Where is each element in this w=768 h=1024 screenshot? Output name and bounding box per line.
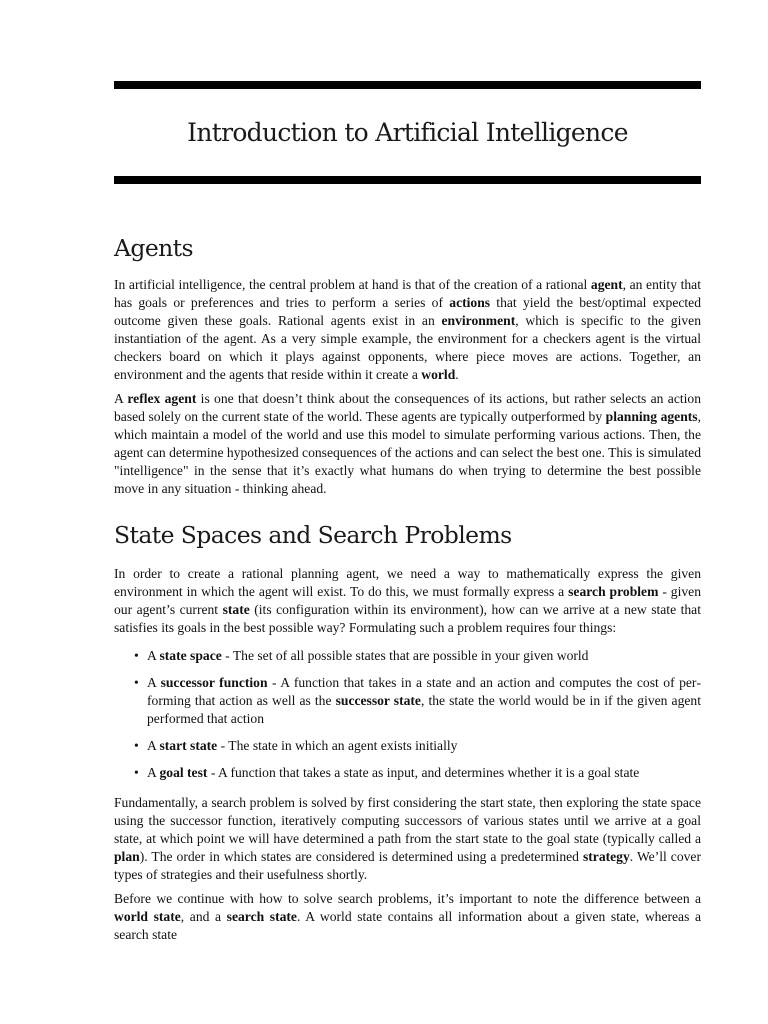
section-heading-state-spaces: State Spaces and Search Problems: [114, 521, 512, 549]
text-run: .: [455, 367, 459, 382]
text-run: , which maintain a model of the world and use this model to simulate performing various actions. Then, the agent can determine hypothesized consequences of the actions and can select the best one. This is simulated "intelligence" in the sense that it’s exactly what humans do when trying to determine the best possible move in any situation - thinking ahead.: [114, 409, 701, 496]
bold-term: strategy: [582, 849, 630, 864]
list-item-state-space: [134, 647, 701, 665]
text-run: - The set of all possible states that are possible in your given world: [221, 648, 589, 663]
bold-term: agent: [590, 277, 623, 292]
text-run: - The state in which an agent exists initially: [217, 738, 458, 753]
bullet-glyph: •: [134, 648, 139, 663]
bold-term: plan: [114, 849, 140, 864]
section-heading-agents: Agents: [114, 234, 193, 262]
text-run: A: [147, 765, 160, 780]
text-run: - A function that takes a state as input, and determines whether it is a goal state: [207, 765, 640, 780]
text-run: In artificial intelligence, the central problem at hand is that of the creation of a rational: [114, 277, 591, 292]
text-run: A: [147, 738, 160, 753]
state-spaces-intro-paragraph: [114, 565, 701, 637]
bold-term: state: [222, 602, 250, 617]
title-rule-bottom: [114, 176, 701, 184]
section-agents: [114, 231, 701, 498]
list-item-text: [147, 648, 588, 663]
list-item-successor-function: [134, 674, 701, 728]
text-run: , the state the world would be in if the given agent performed that action: [147, 693, 701, 726]
bold-term: state space: [159, 648, 222, 663]
text-run: , and a: [180, 909, 227, 924]
bold-term: planning agents: [605, 409, 698, 424]
text-run: A: [147, 648, 160, 663]
bold-term: search state: [226, 909, 297, 924]
document-page: [114, 0, 701, 950]
list-item-text: [147, 675, 701, 726]
text-run: ). The order in which states are considered is determined using a predetermined: [139, 849, 583, 864]
state-spaces-paragraph-2: [114, 890, 701, 944]
title-rule-top: [114, 81, 701, 89]
agents-paragraph-1: [114, 276, 701, 384]
text-run: Before we continue with how to solve search problems, it’s important to note the difference between a: [114, 891, 701, 906]
text-run: - given our agent’s current: [114, 584, 701, 617]
section-state-spaces: [114, 518, 701, 944]
bold-term: environment: [441, 313, 516, 328]
text-run: Fundamentally, a search problem is solved by first considering the start state, then exploring the state space using the successor function, iteratively computing successors of various states until we arrive at a goal state, at which point we will have determined a path from the start state to the goal state (typically called a: [114, 795, 701, 846]
text-run: A: [114, 391, 128, 406]
bold-term: start state: [159, 738, 218, 753]
text-run: - A function that takes in a state and an action and computes the cost of performing that action as well as the: [147, 675, 701, 708]
bullet-glyph: •: [134, 765, 139, 780]
document-title: Introduction to Artificial Intelligence: [187, 118, 628, 147]
bold-term: reflex agent: [127, 391, 197, 406]
list-item-start-state: [134, 737, 701, 755]
agents-paragraph-2: [114, 390, 701, 498]
bold-term: successor state: [335, 693, 421, 708]
text-run: is one that doesn’t think about the consequences of its actions, but rather selects an action based solely on the current state of the world. These agents are typically outperformed by: [114, 391, 701, 424]
text-run: , which is specific to the given instantiation of the agent. As a very simple example, the environment for a checkers agent is the virtual checkers board on which it plays against opponents, where piece moves are actions. Together, an environment and the agents that reside within it create a: [114, 313, 701, 382]
text-run: . We’ll cover types of strategies and their usefulness shortly.: [114, 849, 701, 882]
bold-term: successor function: [160, 675, 268, 690]
bold-term: world state: [114, 909, 181, 924]
text-run: A: [147, 675, 161, 690]
bullet-glyph: •: [134, 738, 139, 753]
text-run: that yield the best/optimal expected outcome given these goals. Rational agents exist in an: [114, 295, 701, 328]
bold-term: actions: [449, 295, 491, 310]
state-spaces-paragraph-1: [114, 794, 701, 884]
bold-term: world: [421, 367, 456, 382]
text-run: (its configuration within its environment), how can we arrive at a new state that satisfies its goals in the best possible way? Formulating such a problem requires four things:: [114, 602, 701, 635]
bold-term: goal test: [159, 765, 208, 780]
list-item-text: [147, 738, 457, 753]
text-run: , an entity that has goals or preferences and tries to perform a series of: [114, 277, 701, 310]
list-item-goal-test: [134, 764, 701, 782]
bullet-glyph: •: [134, 675, 139, 690]
bold-term: search problem: [568, 584, 659, 599]
search-problem-requirements-list: [114, 647, 701, 782]
text-run: In order to create a rational planning agent, we need a way to mathematically express the given environment in which the agent will exist. To do this, we must formally express a: [114, 566, 701, 599]
list-item-text: [147, 765, 639, 780]
text-run: . A world state contains all information about a given state, whereas a search state: [114, 909, 702, 942]
